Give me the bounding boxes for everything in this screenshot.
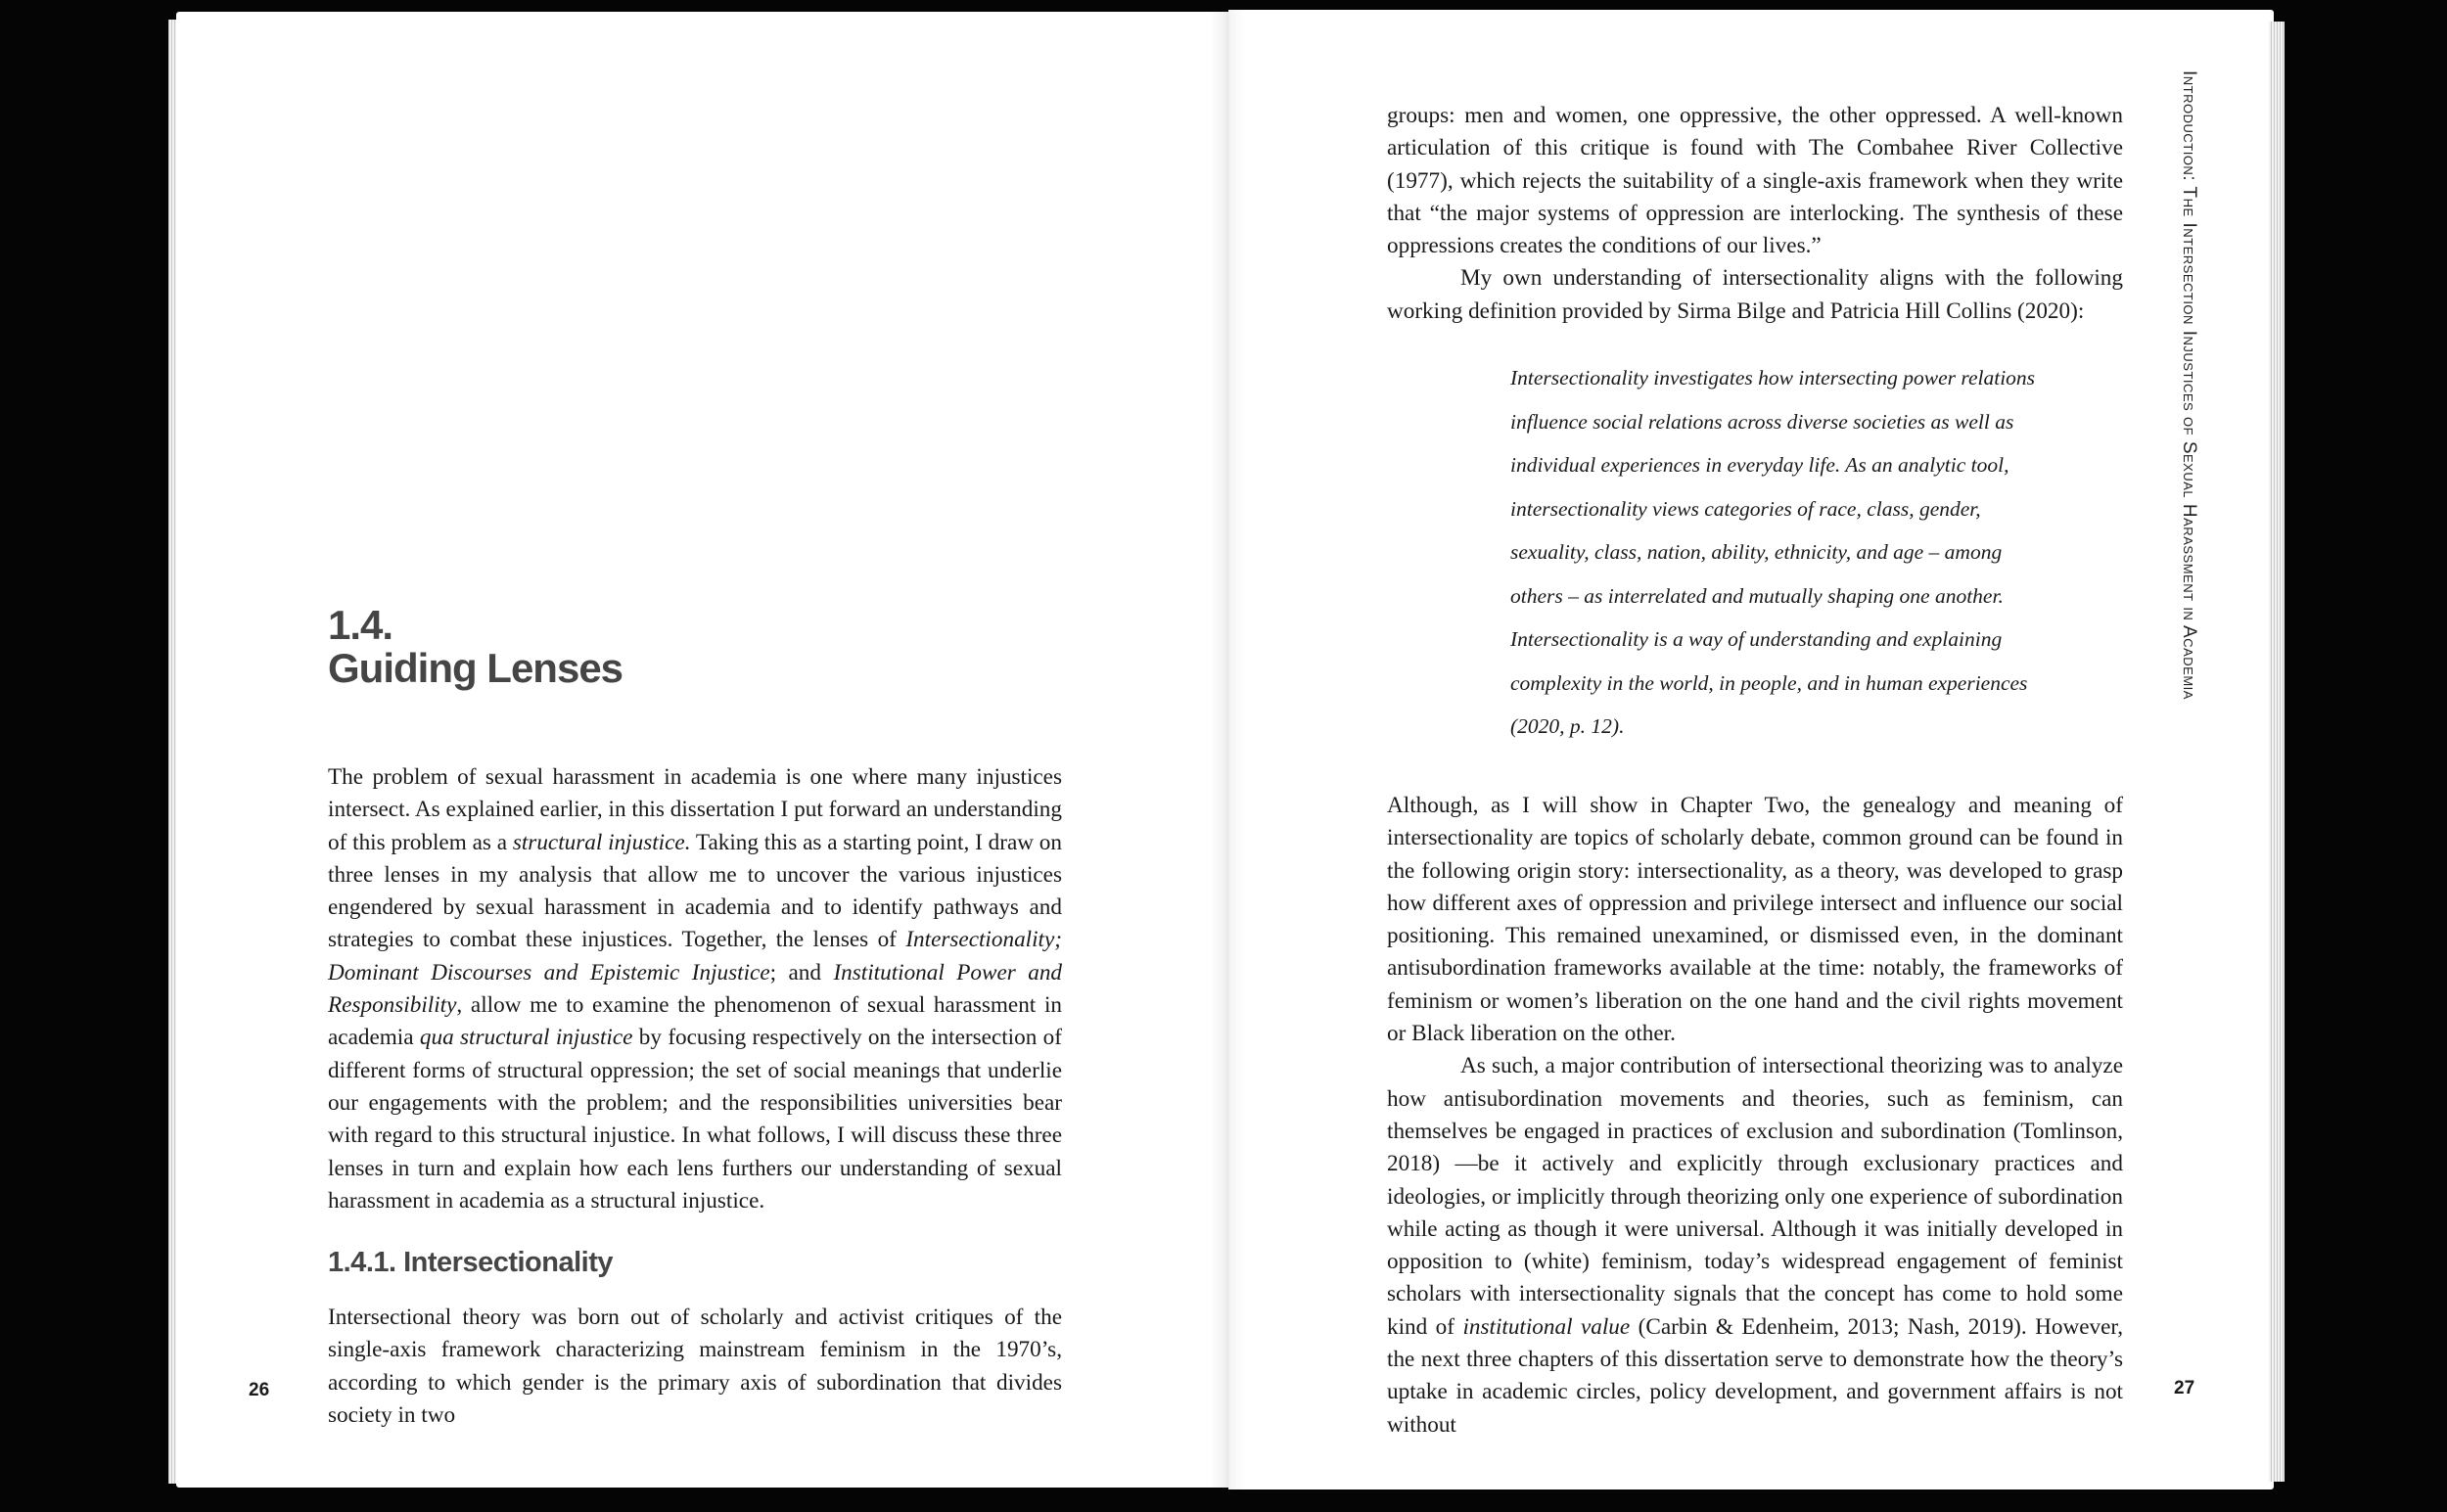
text-run: Taking this as a starting point, I draw on three lenses in my analysis that allow me to uncover the various injustices engendered by sexual harassment in academia and to identify pathways and strategies to combat these injustices. Together, the lenses of — [328, 829, 1062, 953]
right-body-text — [1387, 790, 2123, 1442]
text-run: , allow me to examine the phenomenon of sexual harassment in academia — [328, 992, 1062, 1051]
page-number-left: 26 — [249, 1380, 270, 1400]
running-head: Introduction: The Intersection Injustices of Sexual Harassment in Academia — [2179, 70, 2199, 700]
paragraph-3: Although, as I will show in Chapter Two, the genealogy and meaning of intersectionality are topics of scholarly debate, common ground can be found in the following origin story: intersectionality, as a theory, was developed to grasp how different axes of oppression and privilege intersect and influence our social positioning. This remained unexamined, or dismissed even, in the dominant antisubordination frameworks available at the time: notably, the frameworks of feminism or women’s liberation on the one hand and the civil rights movement or Black liberation on the other. — [1387, 793, 2123, 1047]
text-run: The problem of sexual harassment in academia is one where many injustices intersect. As explained earlier, in this dissertation I put forward an understanding of this problem as a — [328, 764, 1062, 855]
book-gutter — [1210, 10, 1245, 1489]
italic-run: Institutional Power and Responsibility — [328, 959, 1063, 1019]
subsection-title: 1.4.1. Intersectionality — [328, 1247, 614, 1278]
text-run: (Carbin & Edenheim, 2013; Nash, 2019). However, the next three chapters of this dissertation serve to demonstrate how the theory’s uptake in academic circles, policy development, and government affairs is not without — [1387, 1313, 2123, 1438]
italic-run: qua structural injustice — [419, 1025, 633, 1051]
text-run: ; and — [769, 959, 834, 985]
paragraph-4 — [1387, 1050, 2123, 1442]
italic-run: Intersectionality; — [905, 927, 1062, 953]
intro-paragraph — [328, 761, 1062, 1217]
paragraph-1 — [1387, 100, 2123, 328]
left-page — [176, 12, 1228, 1488]
section-heading — [328, 604, 623, 690]
right-page-edges — [2269, 22, 2285, 1482]
section-number: 1.4. — [328, 602, 393, 648]
text-run: As such, a major contribution of intersectional theorizing was to analyze how antisubordination movements and theories, such as feminism, can themselves be engaged in practices of exclusion and subordination (Tomlinson, 2018) —be it actively and explicitly through exclusionary practices and ideologies, or implicitly through theorizing only one experience of subordination while acting as though it were universal. Although it was initially developed in opposition to (white) feminism, today’s widespread engagement of feminist scholars with intersectionality signals that the concept has come to hold some kind of — [1387, 1053, 2123, 1340]
block-quote: Intersectionality investigates how intersecting power relations influence social relations across diverse societies as well as individual experiences in everyday life. As an analytic tool, intersectionality views categories of race, class, gender, sexuality, class, nation, ability, ethnicity, and age – among others – as interrelated and mutually shaping one another. Intersectionality is a way of understanding and explaining complexity in the world, in people, and in human experiences (2020, p. 12). — [1510, 366, 2036, 738]
right-page — [1228, 10, 2274, 1489]
section-title: Guiding Lenses — [328, 645, 623, 691]
subsection-paragraph: Intersectional theory was born out of scholarly and activist critiques of the single-axis framework characterizing mainstream feminism in the 1970’s, according to which gender is the primary axis of subordination that divides society in two — [328, 1305, 1062, 1428]
italic-run: Dominant Discourses and Epistemic Injustice — [328, 959, 770, 985]
paragraph-1-text: groups: men and women, one oppressive, the other oppressed. A well-known articulation of this critique is found with The Combahee River Collective (1977), which rejects the suitability of a single-axis framework when they write that “the major systems of oppression are interlocking. The synthesis of these oppressions creates the conditions of our lives.” — [1387, 103, 2123, 259]
page-number-right: 27 — [2174, 1378, 2195, 1398]
paragraph-2-text: My own understanding of intersectionality aligns with the following working definition provided by Sirma Bilge and Patricia Hill Collins (2020): — [1387, 265, 2123, 324]
italic-run: institutional value — [1462, 1313, 1631, 1340]
text-run: by focusing respectively on the intersection of different forms of structural oppression; the set of social meanings that underlie our engagements with the problem; and the responsibilities universities bear with regard to this structural injustice. In what follows, I will discuss these three lenses in turn and explain how each lens furthers our understanding of sexual harassment in academia as a structural injustice. — [328, 1025, 1062, 1214]
italic-run: structural injustice. — [512, 829, 691, 855]
